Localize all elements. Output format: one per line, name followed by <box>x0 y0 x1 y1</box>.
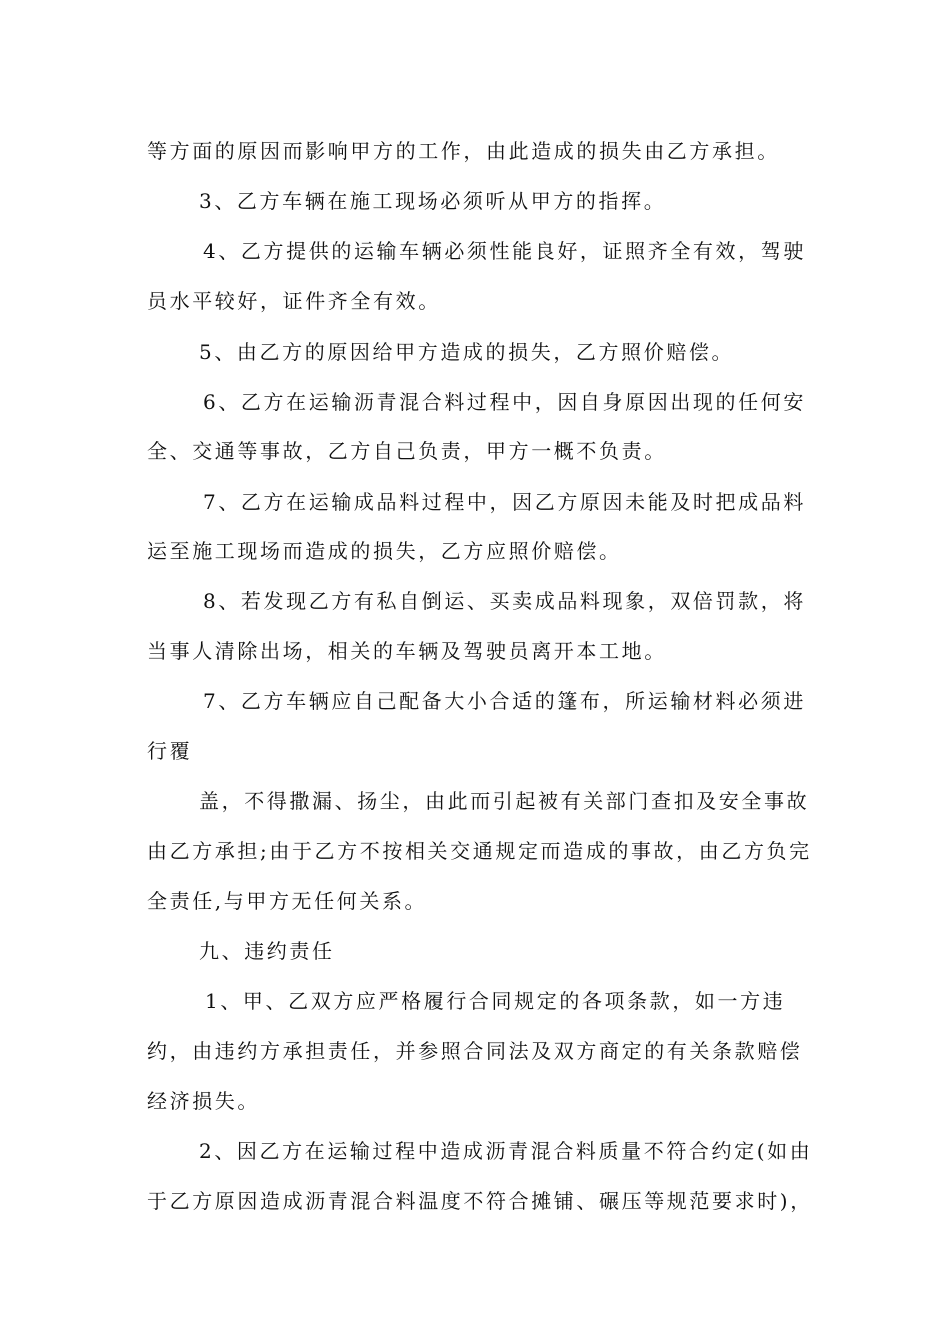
paragraph-line: 7、乙方在运输成品料过程中，因乙方原因未能及时把成品料 <box>203 490 806 514</box>
paragraph-line: 7、乙方车辆应自己配备大小合适的篷布，所运输材料必须进 <box>203 689 806 713</box>
paragraph-line: 行覆 <box>147 739 193 763</box>
paragraph-line: 等方面的原因而影响甲方的工作，由此造成的损失由乙方承担。 <box>147 139 780 163</box>
paragraph-line: 当事人清除出场，相关的车辆及驾驶员离开本工地。 <box>147 639 667 663</box>
paragraph-line: 约，由违约方承担责任，并参照合同法及双方商定的有关条款赔偿 <box>147 1039 803 1063</box>
paragraph-line: 员水平较好，证件齐全有效。 <box>147 289 441 313</box>
paragraph-line: 2、因乙方在运输过程中造成沥青混合料质量不符合约定(如由 <box>199 1139 813 1163</box>
paragraph-line: 1、甲、乙双方应严格履行合同规定的各项条款，如一方违 <box>205 989 786 1013</box>
paragraph-line: 6、乙方在运输沥青混合料过程中，因自身原因出现的任何安 <box>203 390 806 414</box>
paragraph-line: 经济损失。 <box>147 1089 260 1113</box>
paragraph-line: 盖，不得撒漏、扬尘，由此而引起被有关部门查扣及安全事故 <box>199 789 810 813</box>
paragraph-line: 全责任,与甲方无任何关系。 <box>147 889 428 913</box>
paragraph-line: 8、若发现乙方有私自倒运、买卖成品料现象，双倍罚款，将 <box>203 589 806 613</box>
paragraph-line: 4、乙方提供的运输车辆必须性能良好，证照齐全有效，驾驶 <box>203 239 806 263</box>
paragraph-line: 全、交通等事故，乙方自己负责，甲方一概不负责。 <box>147 439 667 463</box>
paragraph-line: 由乙方承担;由于乙方不按相关交通规定而造成的事故，由乙方负完 <box>147 839 812 863</box>
paragraph-line: 5、由乙方的原因给甲方造成的损失，乙方照价赔偿。 <box>199 340 735 364</box>
paragraph-line: 3、乙方车辆在施工现场必须听从甲方的指挥。 <box>199 189 667 213</box>
section-heading: 九、违约责任 <box>199 939 335 963</box>
paragraph-line: 于乙方原因造成沥青混合料温度不符合摊铺、碾压等规范要求时)， <box>147 1189 813 1213</box>
paragraph-line: 运至施工现场而造成的损失，乙方应照价赔偿。 <box>147 539 622 563</box>
